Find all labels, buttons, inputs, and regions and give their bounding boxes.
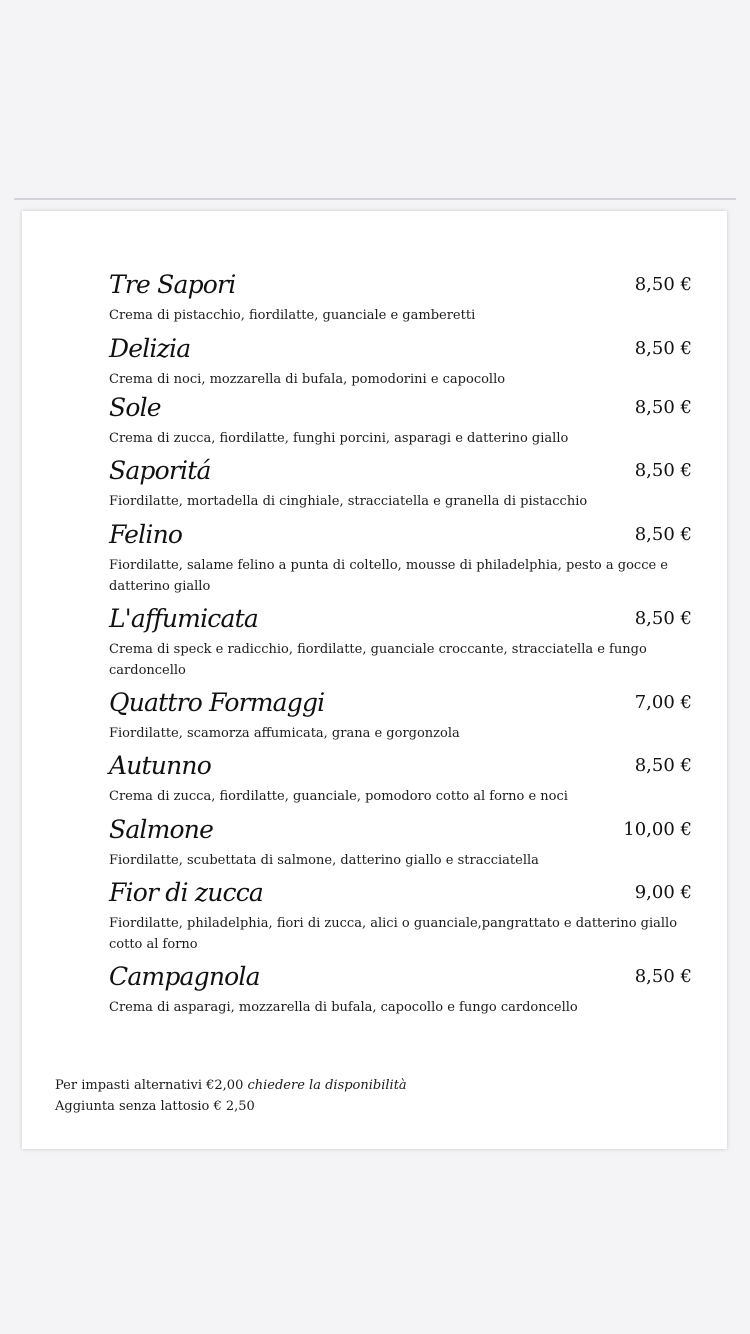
menu-item-name: L'affumicata [109,604,258,633]
menu-item-description: Fiordilatte, mortadella di cinghiale, stracciatella e granella di pistacchio [109,494,588,509]
menu-page [22,211,727,1149]
menu-item-name: Campagnola [109,962,260,991]
menu-item-description: Crema di pistacchio, fiordilatte, guanciale e gamberetti [109,308,476,323]
menu-item-name: Saporitá [109,456,211,485]
menu-item-description: Crema di asparagi, mozzarella di bufala, capocollo e fungo cardoncello [109,1000,578,1015]
lactose-free-note: Aggiunta senza lattosio € 2,50 [55,1099,255,1114]
menu-item-description: Fiordilatte, salame felino a punta di coltello, mousse di philadelphia, pesto a gocce e datterino giallo [109,558,668,594]
menu-item-name: Autunno [109,751,211,780]
menu-item-name: Quattro Formaggi [109,688,325,717]
menu-item-name: Tre Sapori [109,270,236,299]
menu-item-price: 8,50 € [634,524,692,545]
menu-item-price: 8,50 € [634,608,692,629]
menu-item-price: 8,50 € [634,460,692,481]
availability-note: chiedere la disponibilità [247,1078,407,1093]
menu-item-description: Crema di zucca, fiordilatte, guanciale, pomodoro cotto al forno e noci [109,789,568,804]
menu-item-price: 8,50 € [634,338,692,359]
menu-item-description: Fiordilatte, scamorza affumicata, grana e gorgonzola [109,726,460,741]
menu-item-name: Felino [109,520,183,549]
menu-item-description: Fiordilatte, scubettata di salmone, datterino giallo e stracciatella [109,853,539,868]
menu-item-description: Fiordilatte, philadelphia, fiori di zucca, alici o guanciale,pangrattato e datterino giallo cotto al forno [109,916,678,952]
menu-item-price: 8,50 € [634,397,692,418]
menu-item-name: Delizia [109,334,191,363]
menu-item-price: 8,50 € [634,755,692,776]
menu-item-description: Crema di zucca, fiordilatte, funghi porcini, asparagi e datterino giallo [109,431,569,446]
menu-item-description: Crema di noci, mozzarella di bufala, pomodorini e capocollo [109,372,506,387]
alternative-dough-price-text: Per impasti alternativi €2,00 [55,1078,248,1093]
menu-item-price: 9,00 € [634,882,692,903]
menu-footer [55,1075,407,1117]
top-divider [14,198,736,200]
menu-item-price: 8,50 € [634,274,692,295]
menu-item-name: Fior di zucca [109,878,264,907]
menu-item-name: Sole [109,393,161,422]
menu-item-price: 8,50 € [634,966,692,987]
menu-item-price: 7,00 € [634,692,692,713]
menu-item-description: Crema di speck e radicchio, fiordilatte, guanciale croccante, stracciatella e fungo cardoncello [109,642,647,678]
menu-item-price: 10,00 € [623,819,692,840]
alternative-dough-note [55,1075,407,1096]
menu-item-name: Salmone [109,815,214,844]
